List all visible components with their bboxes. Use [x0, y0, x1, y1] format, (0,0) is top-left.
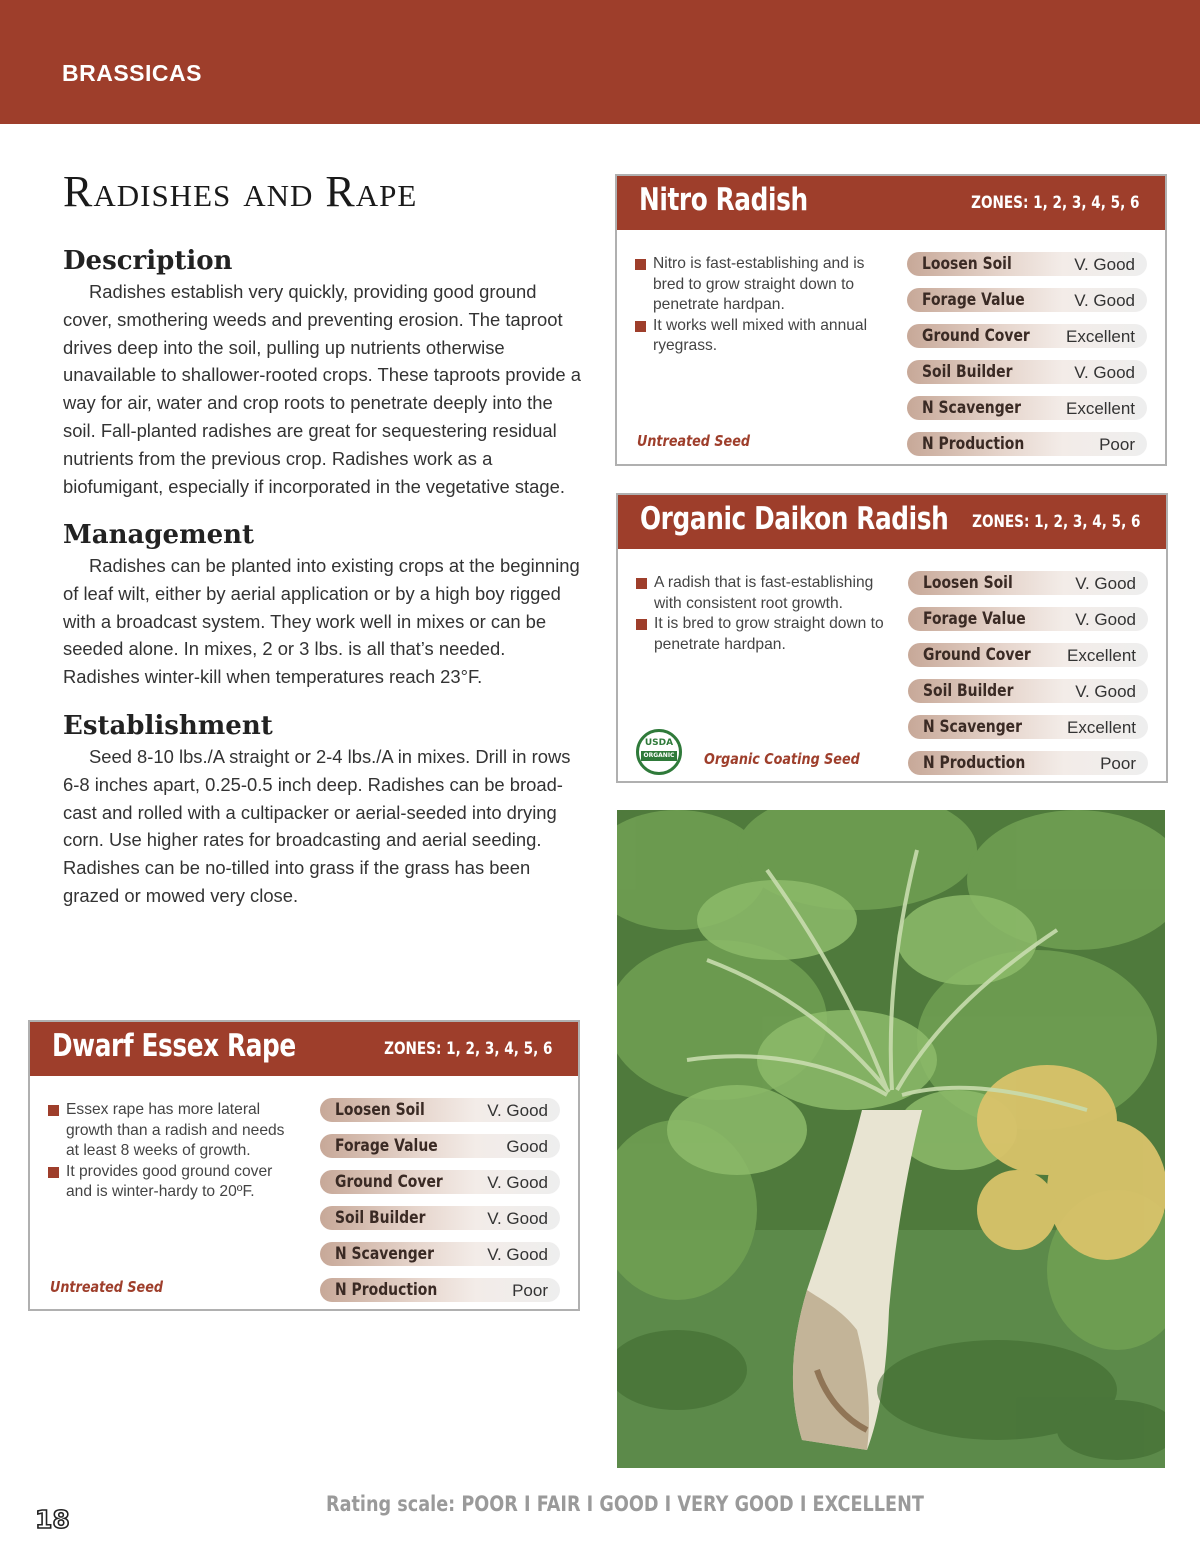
- rating-row: [908, 571, 1148, 595]
- rating-label: N Scavenger: [922, 398, 1022, 418]
- seed-note: Untreated Seed: [50, 1278, 163, 1296]
- bullet-list: [636, 573, 886, 655]
- page-number: 18: [35, 1505, 70, 1534]
- rating-row: [320, 1170, 560, 1194]
- rating-row: [908, 643, 1148, 667]
- usda-seal-subtext: ORGANIC: [643, 752, 675, 759]
- rating-label: Loosen Soil: [922, 254, 1012, 274]
- description-section: [63, 246, 583, 500]
- product-card-organic-daikon-radish: [616, 493, 1168, 783]
- seed-note: Organic Coating Seed: [704, 750, 860, 768]
- rating-row: [908, 607, 1148, 631]
- zones-label: ZONES: 1, 2, 3, 4, 5, 6: [970, 193, 1139, 213]
- radish-plant-illustration: [617, 810, 1165, 1468]
- rating-row: [908, 751, 1148, 775]
- bullet-item: It is bred to grow straight down to penetrate hardpan.: [636, 614, 886, 655]
- product-card-dwarf-essex-rape: [28, 1020, 580, 1311]
- rating-row: [908, 715, 1148, 739]
- rating-value: V. Good: [487, 1209, 548, 1228]
- rating-value: V. Good: [487, 1173, 548, 1192]
- usda-seal-text: USDA: [644, 738, 674, 748]
- rating-row: [907, 396, 1147, 420]
- bullet-item: It works well mixed with annual ryegrass.: [635, 316, 885, 357]
- establishment-section: [63, 711, 583, 910]
- card-header: [618, 495, 1166, 549]
- management-heading: Management: [63, 520, 255, 550]
- bullet-item: Nitro is fast-establishing and is bred to grow straight down to penetrate hardpan.: [635, 254, 885, 316]
- rating-row: [907, 252, 1147, 276]
- rating-value: V. Good: [1074, 363, 1135, 382]
- rating-row: [908, 679, 1148, 703]
- rating-row: [320, 1206, 560, 1230]
- rating-value: V. Good: [1074, 255, 1135, 274]
- rating-label: N Scavenger: [923, 717, 1023, 737]
- rating-value: Poor: [512, 1281, 548, 1300]
- rating-row: [320, 1098, 560, 1122]
- product-name: Dwarf Essex Rape: [52, 1028, 296, 1064]
- product-name: Nitro Radish: [639, 182, 808, 218]
- rating-value: Excellent: [1067, 718, 1136, 737]
- page-title: Radishes and Rape: [63, 167, 418, 216]
- rating-value: Good: [506, 1137, 548, 1156]
- ratings-table: [908, 571, 1148, 787]
- management-body: Radishes can be planted into existing crops at the beginning of leaf wilt, either by aerial application or by a high boy rigged with a broadcast system. They work well in mixes or can be seeded alone. In mixes, 2 or 3 lbs. is all that’s needed. Radishes winter-kill when temperatures reach 23°F.: [63, 555, 580, 688]
- description-heading: Description: [63, 246, 233, 276]
- rating-row: [907, 288, 1147, 312]
- rating-label: Forage Value: [923, 609, 1026, 629]
- description-body: Radishes establish very quickly, providing good ground cover, smothering weeds and preventing erosion. The taproot drives deep into the soil, pulling up nutrients otherwise unavailable to shallower-rooted crops. These taproots provide a way for air, water and crop roots to penetrate deeply into the soil. Fall-planted radishes are great for sequestering residual nutrients from the previous crop. Radishes work as a biofumigant, especially if incorporated in the vegetative stage.: [63, 281, 581, 497]
- rating-label: N Production: [923, 753, 1026, 773]
- rating-value: V. Good: [1075, 610, 1136, 629]
- product-card-nitro-radish: [615, 174, 1167, 466]
- bullet-item: Essex rape has more lateral growth than a radish and needs at least 8 weeks of growth.: [48, 1100, 298, 1162]
- card-header: [617, 176, 1165, 230]
- zones-label: ZONES: 1, 2, 3, 4, 5, 6: [383, 1039, 552, 1059]
- bullet-list: [635, 254, 885, 357]
- rating-value: V. Good: [487, 1245, 548, 1264]
- rating-label: Soil Builder: [335, 1208, 426, 1228]
- bullet-item: It provides good ground cover and is winter-hardy to 20ºF.: [48, 1162, 298, 1203]
- rating-scale-legend: Rating scale: POOR I FAIR I GOOD I VERY GOOD I EXCELLENT: [326, 1492, 924, 1516]
- rating-label: Loosen Soil: [923, 573, 1013, 593]
- rating-label: Soil Builder: [923, 681, 1014, 701]
- rating-row: [320, 1134, 560, 1158]
- product-name: Organic Daikon Radish: [640, 501, 949, 537]
- rating-row: [907, 360, 1147, 384]
- rating-label: Loosen Soil: [335, 1100, 425, 1120]
- seed-note: Untreated Seed: [637, 432, 750, 450]
- rating-row: [320, 1242, 560, 1266]
- management-section: [63, 520, 583, 691]
- rating-row: [907, 324, 1147, 348]
- bullet-item: A radish that is fast-establishing with consistent root growth.: [636, 573, 886, 614]
- establishment-body: Seed 8-10 lbs./A straight or 2-4 lbs./A in mixes. Drill in rows 6-8 inches apart, 0.25-0.5 inch deep. Radishes can be broad-cast and rolled with a cultipacker or aerial-seeded into drying corn. Use higher rates for broadcasting and aerial seeding. Radishes can be no-tilled into grass if the grass has been grazed or mowed very close.: [63, 746, 571, 906]
- header-bar: [0, 0, 1200, 124]
- rating-value: V. Good: [1075, 682, 1136, 701]
- rating-value: Excellent: [1066, 399, 1135, 418]
- rating-label: N Production: [335, 1280, 438, 1300]
- bullet-list: [48, 1100, 298, 1203]
- radish-plant-photo: [617, 810, 1165, 1468]
- rating-label: Soil Builder: [922, 362, 1013, 382]
- rating-row: [320, 1278, 560, 1302]
- rating-value: Poor: [1100, 754, 1136, 773]
- establishment-heading: Establishment: [63, 711, 273, 741]
- rating-label: Forage Value: [922, 290, 1025, 310]
- rating-label: Ground Cover: [335, 1172, 443, 1192]
- rating-value: V. Good: [1075, 574, 1136, 593]
- rating-value: V. Good: [487, 1101, 548, 1120]
- rating-label: Ground Cover: [922, 326, 1030, 346]
- ratings-table: [907, 252, 1147, 468]
- rating-label: Forage Value: [335, 1136, 438, 1156]
- rating-label: N Scavenger: [335, 1244, 435, 1264]
- rating-row: [907, 432, 1147, 456]
- rating-label: N Production: [922, 434, 1025, 454]
- rating-value: Poor: [1099, 435, 1135, 454]
- ratings-table: [320, 1098, 560, 1314]
- section-label: BRASSICAS: [62, 60, 202, 86]
- rating-value: Excellent: [1067, 646, 1136, 665]
- rating-value: Excellent: [1066, 327, 1135, 346]
- rating-label: Ground Cover: [923, 645, 1031, 665]
- usda-organic-seal-icon: [636, 729, 682, 775]
- rating-value: V. Good: [1074, 291, 1135, 310]
- card-header: [30, 1022, 578, 1076]
- zones-label: ZONES: 1, 2, 3, 4, 5, 6: [971, 512, 1140, 532]
